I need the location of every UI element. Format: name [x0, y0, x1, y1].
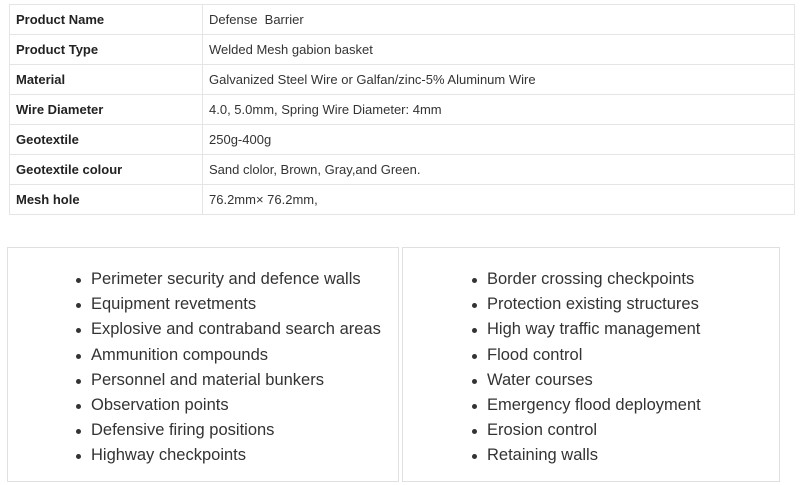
applications-section — [7, 247, 780, 483]
spec-label: Geotextile colour — [10, 155, 203, 185]
spec-label: Mesh hole — [10, 185, 203, 215]
list-item: Flood control — [487, 343, 701, 368]
list-item: Perimeter security and defence walls — [91, 267, 381, 292]
bullet-list — [91, 267, 381, 469]
list-item: Explosive and contraband search areas — [91, 317, 381, 342]
spec-label: Geotextile — [10, 125, 203, 155]
product-spec-table — [9, 4, 795, 215]
table-row — [10, 5, 795, 35]
list-item: Observation points — [91, 393, 381, 418]
spec-value: 76.2mm× 76.2mm, — [203, 185, 795, 215]
spec-value: 250g-400g — [203, 125, 795, 155]
list-item: Erosion control — [487, 418, 701, 443]
spec-value: 4.0, 5.0mm, Spring Wire Diameter: 4mm — [203, 95, 795, 125]
list-item: Retaining walls — [487, 443, 701, 468]
spec-value: Sand clolor, Brown, Gray,and Green. — [203, 155, 795, 185]
list-item: High way traffic management — [487, 317, 701, 342]
table-row — [10, 95, 795, 125]
list-item: Border crossing checkpoints — [487, 267, 701, 292]
spec-value: Welded Mesh gabion basket — [203, 35, 795, 65]
applications-list-left — [7, 247, 399, 482]
list-item: Protection existing structures — [487, 292, 701, 317]
list-item: Ammunition compounds — [91, 343, 381, 368]
spec-label: Wire Diameter — [10, 95, 203, 125]
table-row — [10, 35, 795, 65]
list-item: Water courses — [487, 368, 701, 393]
list-item: Equipment revetments — [91, 292, 381, 317]
spec-label: Product Name — [10, 5, 203, 35]
spec-value-text: Defense Barrier — [209, 12, 304, 27]
table-row — [10, 185, 795, 215]
spec-label: Product Type — [10, 35, 203, 65]
table-row — [10, 125, 795, 155]
list-item: Highway checkpoints — [91, 443, 381, 468]
applications-list-right — [402, 247, 780, 482]
bullet-list — [487, 267, 701, 469]
spec-value: Galvanized Steel Wire or Galfan/zinc-5% Aluminum Wire — [203, 65, 795, 95]
list-item: Defensive firing positions — [91, 418, 381, 443]
spec-label: Material — [10, 65, 203, 95]
table-row — [10, 65, 795, 95]
spec-value — [203, 5, 795, 35]
table-row — [10, 155, 795, 185]
list-item: Personnel and material bunkers — [91, 368, 381, 393]
list-item: Emergency flood deployment — [487, 393, 701, 418]
